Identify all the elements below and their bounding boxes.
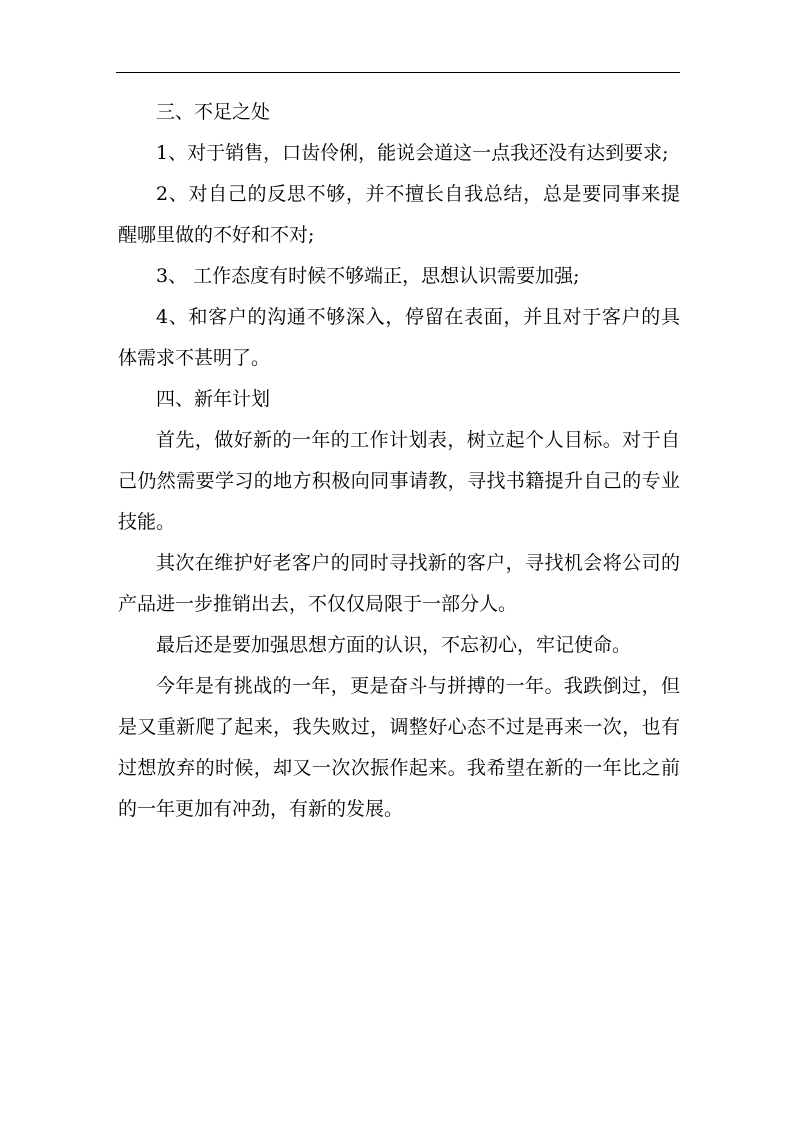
header-rule [116, 72, 680, 73]
plan-paragraph-finally: 最后还是要加强思想方面的认识，不忘初心，牢记使命。 [156, 634, 632, 656]
shortcoming-item-1: 1、对于销售，口齿伶俐，能说会道这一点我还没有达到要求; [156, 142, 669, 164]
plan-paragraph-first: 首先，做好新的一年的工作计划表，树立起个人目标。对于自己仍然需要学习的地方积极向同事请教，寻找书籍提升自己的专业技能。 [118, 429, 680, 533]
section-heading-shortcomings: 三、不足之处 [156, 101, 271, 123]
shortcoming-item-4: 4、和客户的沟通不够深入，停留在表面，并且对于客户的具体需求不甚明了。 [118, 306, 680, 369]
shortcoming-item-2: 2、对自己的反思不够，并不擅长自我总结，总是要同事来提醒哪里做的不好和不对; [118, 183, 680, 246]
document-body [118, 92, 680, 830]
shortcoming-item-3: 3、 工作态度有时候不够端正，思想认识需要加强; [156, 265, 580, 287]
closing-paragraph: 今年是有挑战的一年，更是奋斗与拼搏的一年。我跌倒过，但是又重新爬了起来，我失败过，调整好心态不过是再来一次，也有过想放弃的时候，却又一次次振作起来。我希望在新的一年比之前的一年更加有冲劲，有新的发展。 [118, 675, 680, 820]
section-heading-new-year-plan: 四、新年计划 [156, 388, 271, 410]
plan-paragraph-second: 其次在维护好老客户的同时寻找新的客户，寻找机会将公司的产品进一步推销出去，不仅仅局限于一部分人。 [118, 552, 680, 615]
